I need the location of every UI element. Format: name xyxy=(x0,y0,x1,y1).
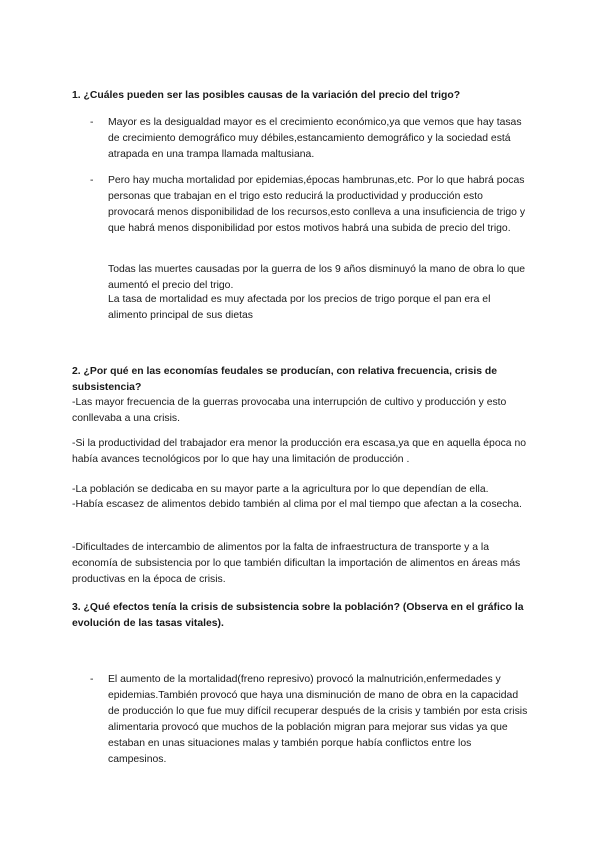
question-2-answer-1: -Las mayor frecuencia de la guerras provocaba una interrupción de cultivo y producción y esto conllevaba a una crisis. xyxy=(72,397,507,424)
bullet-text: Pero hay mucha mortalidad por epidemias,épocas hambrunas,etc. Por lo que habrá pocas personas que trabajan en el trigo esto reducirá la productividad y producción esto provocará menos disponibilidad de los recursos,esto conlleva a una insuficiencia de trigo y que habrá menos disponibilidad por estos motivos habrá una subida de precio del trigo. xyxy=(108,175,526,234)
question-1-paragraph-war: Todas las muertes causadas por la guerra de los 9 años disminuyó la mano de obra lo que aumentó el precio del trigo. xyxy=(108,264,526,291)
question-2-answer-5: -Dificultades de intercambio de alimentos por la falta de infraestructura de transporte y a la economía de subsistencia por lo que también dificultan la importación de alimentos en áreas más productivas en la época de crisis. xyxy=(72,542,521,585)
bullet-marker: - xyxy=(90,117,94,128)
question-3-heading: 3. ¿Qué efectos tenía la crisis de subsistencia sobre la población? (Observa en el gráfico la evolución de las tasas vitales). xyxy=(72,602,524,629)
question-1-bullet-2 xyxy=(90,173,530,237)
bullet-marker: - xyxy=(90,175,94,186)
question-2-answer-2: -Si la productividad del trabajador era menor la producción era escasa,ya que en aquella época no había avances tecnológicos por lo que hay una limitación de producción . xyxy=(72,438,527,465)
question-1-paragraph-mortality: La tasa de mortalidad es muy afectada por los precios de trigo porque el pan era el alimento principal de sus dietas xyxy=(108,294,491,321)
bullet-marker: - xyxy=(90,674,94,685)
bullet-text: El aumento de la mortalidad(freno represivo) provocó la malnutrición,enfermedades y epidemias.También provocó que haya una disminución de mano de obra en la capacidad de producción lo que fue muy difícil recuperar después de la crisis y también por esta crisis alimentaria provocó que muchos de la población migran para mejorar sus vidas ya que estaban en unas situaciones malas y también porque había conflictos entre los campesinos. xyxy=(108,674,528,765)
question-1-heading: 1. ¿Cuáles pueden ser las posibles causas de la variación del precio del trigo? xyxy=(72,90,461,101)
question-2-answer-4: -Había escasez de alimentos debido también al clima por el mal tiempo que afectan a la cosecha. xyxy=(72,499,522,510)
question-2-heading: 2. ¿Por qué en las economías feudales se producían, con relativa frecuencia, crisis de subsistencia? xyxy=(72,366,498,393)
question-3-bullet-1 xyxy=(90,672,530,768)
question-2-answer-3: -La población se dedicaba en su mayor parte a la agricultura por lo que dependían de ella. xyxy=(72,484,489,495)
bullet-text: Mayor es la desigualdad mayor es el crecimiento económico,ya que vemos que hay tasas de crecimiento demográfico muy débiles,estancamiento demográfico y la sociedad está atrapada en una trampa llamada maltusiana. xyxy=(108,117,522,160)
question-1-bullet-1 xyxy=(90,115,530,163)
